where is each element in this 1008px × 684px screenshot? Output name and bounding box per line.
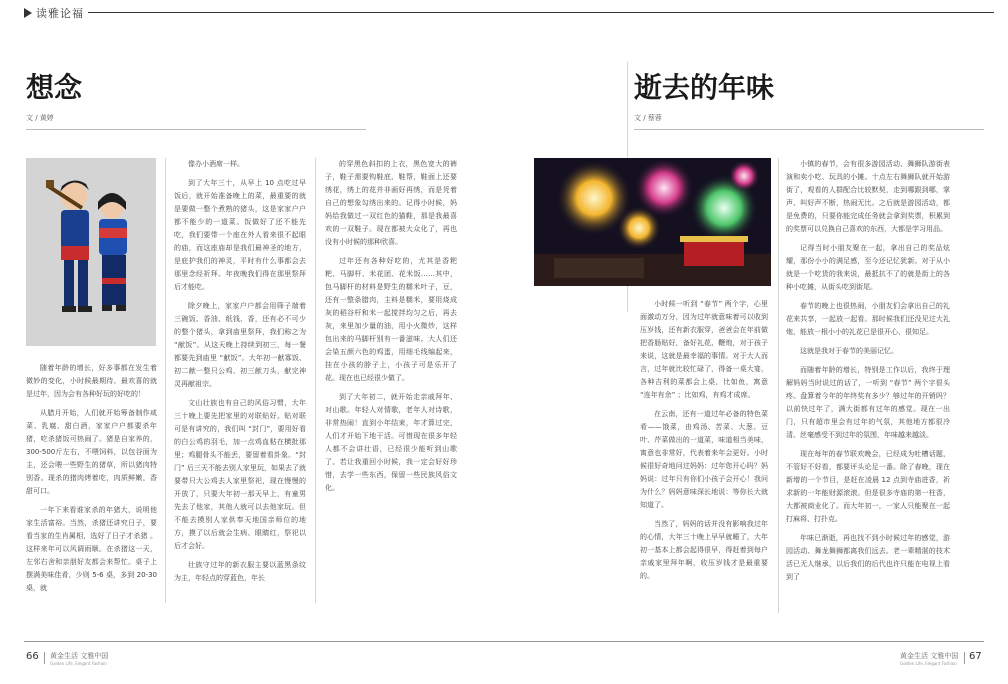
fireworks-photo-art [534,158,771,286]
left-article-column-3 [325,158,457,501]
left-title-divider [26,129,366,130]
couple-illustration [26,158,156,346]
left-page-number: 66 [26,651,39,662]
header-rule [88,12,994,13]
left-col2-paragraph-4: 文山壮族也有自己的风俗习惯，大年三十晚上要先把家里的对联贴好。贴对联可是有讲究的，我们叫 “封门”，要用好看的白公鸡的羽毛，加一点鸡血粘在横批那里；鸡腿骨头不能丢，要留着看卦象。“封门” 后三天不能去别人家里玩，如果去了就要带只大公鸡去人家里祭祀，现在慢慢的开放了，只要大年初一那天早上，有童男先去了他家，其他人就可以去他家玩。但不能去摸别人家供奉天地国亲师位的地方，摸了以后就会生病、眼睛红，祭祀以后才会好。 [174,399,306,550]
right-footer-separator [964,652,965,664]
right-col2-paragraph-1: 小镇的春节，会有很多游园活动、舞狮队游街表演和卖小吃、玩具的小摊。十点左右舞狮队就开始游街了，观看的人群配合比较默契，走到哪跟到哪，掌声、叫好声不断，热闹无比。之后就是游园活动，都是免费的，只要你能完成任务就会拿到奖票，积累到的奖票可以兑换自己喜欢的东西，大都是学习用品。 [786,160,950,233]
left-col2-paragraph-1: 像办小酒席一样。 [188,160,244,168]
right-article-title: 逝去的年味 [634,71,775,104]
right-col2-paragraph-4: 这就是我对于春节的美丽记忆。 [800,347,898,355]
left-column-divider-2 [315,158,316,603]
left-col1-paragraph-3: 一年下来看谁家杀的年猪大，说明他家生活富裕。当然，杀猪还讲究日子，要看当家的生肖属相，选好了日子才杀猪 。这样来年可以风调雨顺。在杀猪这一天，左邻右舍和亲朋好友都会来帮忙。桌子上摆满美味佳肴，少则 5-6 桌，多到 20-30 桌，就 [26,506,157,592]
left-article-column-1 [26,362,157,601]
right-col2-paragraph-3: 春节的晚上也很热闹，小朋友们会拿出自己的礼花来共享，一起放一起看。那时候我们还没见过大礼炮，能放一根小小的礼花已是很开心、很知足。 [786,302,950,336]
right-article-byline: 文 / 蔡蓉 [634,114,662,122]
right-page-number: 67 [969,651,982,662]
left-footer-brand-sub: Golden Life, Elegant Fashion [50,661,107,666]
section-label: 读雅论福 [36,7,84,20]
fireworks-photo [534,158,771,286]
left-col1-paragraph-1: 随着年龄的增长，好多事都在发生着微妙的变化，小时候最期待、最欢喜的就是过年，因为会有各种好玩的好吃的！ [26,364,157,398]
triangle-icon [24,8,32,18]
left-col3-paragraph-2: 过年还有各种好吃的，尤其是香粑粑、马脚杆、米花团、花米饭……其中，包马脚杆的材料是野生的糯米叶子，豆，还有一整条腊肉，主料是糯米，要用烧成灰的稻谷杆和米一起搅拌均匀之后，再去灰，来里加少量的油，用小火微炒，这样包出来的马脚杆别有一番滋味。大人们还会染五颜六色的鸡蛋，用细毛线编起来，挂在小孩的脖子上，小孩子可是乐开了花。现在也已经很少做了。 [325,257,457,382]
left-footer-brand: 黄金生活 文雅中国 [50,652,109,660]
left-article-column-2 [174,158,306,591]
left-column-divider-1 [165,158,166,603]
right-col2-paragraph-5: 而随着年龄的增长，特别是工作以后，我终于理解妈妈当时说过的话了，一听到 “春节” 两个字很头疼。盘算着今年的年终奖有多少？够过年的开销吗？以前快过年了，满大街都有过年的感觉。现在一出门，只有超市里会有过年的气氛，其他地方都很冷清。丝毫感受不到过年的氛围，年味越来越淡。 [786,366,950,439]
couple-illustration-art [26,158,156,346]
left-article-byline: 文 / 黄婷 [26,114,54,122]
right-col2-paragraph-2: 记得当时小朋友聚在一起，拿出自己的奖品炫耀，那份小小的满足感，至今还记忆犹新。对于从小就是一个吃货的我来说，最抵抗不了的就是街上的各种小吃摊，从街头吃到街尾。 [786,244,950,291]
right-article-column-2 [786,158,950,590]
left-col1-paragraph-2: 从腊月开始，人们就开始筹备制作咸菜、乳腐、甜白酒，家家户户都要杀年猪，吃杀猪饭可热闹了。猪是自家养的，300-500斤左右，不喂饲料，以包谷面为主，还会喂一些野生的猪草，所以猪肉特别香。现杀的猪肉烤着吃，肉质鲜嫩，香甜可口。 [26,409,157,495]
right-col2-paragraph-7: 年味已渐逝，再也找不到小时候过年的感觉，游园活动、舞龙舞狮都离我们远去。老一辈精湛的技术活已无人继承，以后我们的后代也许只能在电视上看到了 [786,534,950,581]
right-footer-brand-sub: Golden Life, Elegant Fashion [900,661,957,666]
left-col3-paragraph-1: 的穿黑色斜扣的上衣，黑色宽大的裤子，鞋子需要钩鞋底、鞋帮，鞋面上还要绣花，绣上的花并非画好再绣，而是凭着自己的想象勾绣出来的。记得小时候，妈妈给我做过一双红色的猫鞋，那是我最喜欢的一双鞋子。现在都被大众化了，再也没有小时候的那种欣喜。 [325,160,457,246]
right-column-divider [778,158,779,613]
right-col1-paragraph-3: 当然了，妈妈的话并没有影响我过年的心情，大年三十晚上早早就睡了，大年初一基本上都会起得很早，得赶着到每户亲戚家里拜年啊，收压岁钱才是最重要的。 [640,520,768,580]
left-article-title: 想念 [26,71,83,104]
left-col2-paragraph-5: 壮族守过年的新衣服主要以蓝黑条纹为主，年轻点的穿蓝色，年长 [174,561,306,582]
left-col2-paragraph-2: 到了大年三十，从早上 10 点吃过早饭后，就开始准备晚上的菜，最重要的就是要做一整个煮熟的猪头，这是家家户户都不能少的一道菜。饭做好了还不能先吃，我们要带一个座在外人看来很不起眼的庙，而这座庙却是我们最神圣的地方，是庇护我们的神灵，平时有什么事都会去那里念经祈拜。年夜晚我们得在那里祭拜后才能吃。 [174,179,306,291]
right-col1-paragraph-1: 小时候一听到 “春节” 两个字，心里面激动万分，因为过年就意味着可以收到压岁钱，还有新衣服穿，爸爸会在年前做把香肠贴好，备好礼花、鞭炮，对于孩子来说，这就是最幸福的事情。对于大人而言，过年就比较忙碌了，得备一桌大宴，各种吉利的菜都会上桌，比如鱼，寓意 “连年有余” ；比如鸡，有鸡才成席。 [640,300,768,399]
right-article-column-1 [640,298,768,589]
right-col1-paragraph-2: 在云南，还有一道过年必备的特色菜肴——饿菜，由鸡汤、苦菜、大葱、豆叶、芹菜做出的一道菜，味道相当美味，寓意也非常好，代表着来年会更好。小时候很好奇地问过妈妈：过年您开心吗？妈妈说：过年只有你们小孩子会开心！我问为什么？妈妈意味深长地说：等你长大就知道了。 [640,410,768,509]
left-col3-paragraph-3: 到了大年初二，就开始走亲戚拜年、对山歌。年轻人对情歌，老年人对诗歌，非常热闹！直到小年结束，年才算过完，人们才开始下地干活。可惜现在很多年轻人都不会讲壮语，已经很少能听到山歌了。若让我重回小时候，我一定会好好珍惜，去学一些东西，保留一些民族风俗文化。 [325,393,457,492]
right-col2-paragraph-6: 现在每年的春节联欢晚会，已经成为吐槽话题，不管好不好看，都要评头论足一番。除了春晚，现在新增的一个节目，是赶在凌晨 12 点到寺庙进香，祈求新的一年能财源滚滚。但是很多寺庙的第一柱香，大都被商业化了。而大年初一，一家人只能聚在一起打麻将、打扑克。 [786,450,950,523]
left-footer-separator [44,652,45,664]
footer-rule [24,641,984,642]
section-header [24,6,994,20]
right-title-divider [634,129,984,130]
right-footer-brand: 黄金生活 文雅中国 [900,652,959,660]
left-col2-paragraph-3: 除夕晚上，家家户户都会用筛子端着三碗饭、香油、纸钱、香，还有必不可少的整个猪头，拿到庙里祭拜，我们称之为 “献饭”。从这天晚上持续到初三，每一餐都要先到庙里 “献饭”。大年初一献寡饭、初二献一整只公鸡、初三献刀头，献完神灵再献祖宗。 [174,302,306,388]
